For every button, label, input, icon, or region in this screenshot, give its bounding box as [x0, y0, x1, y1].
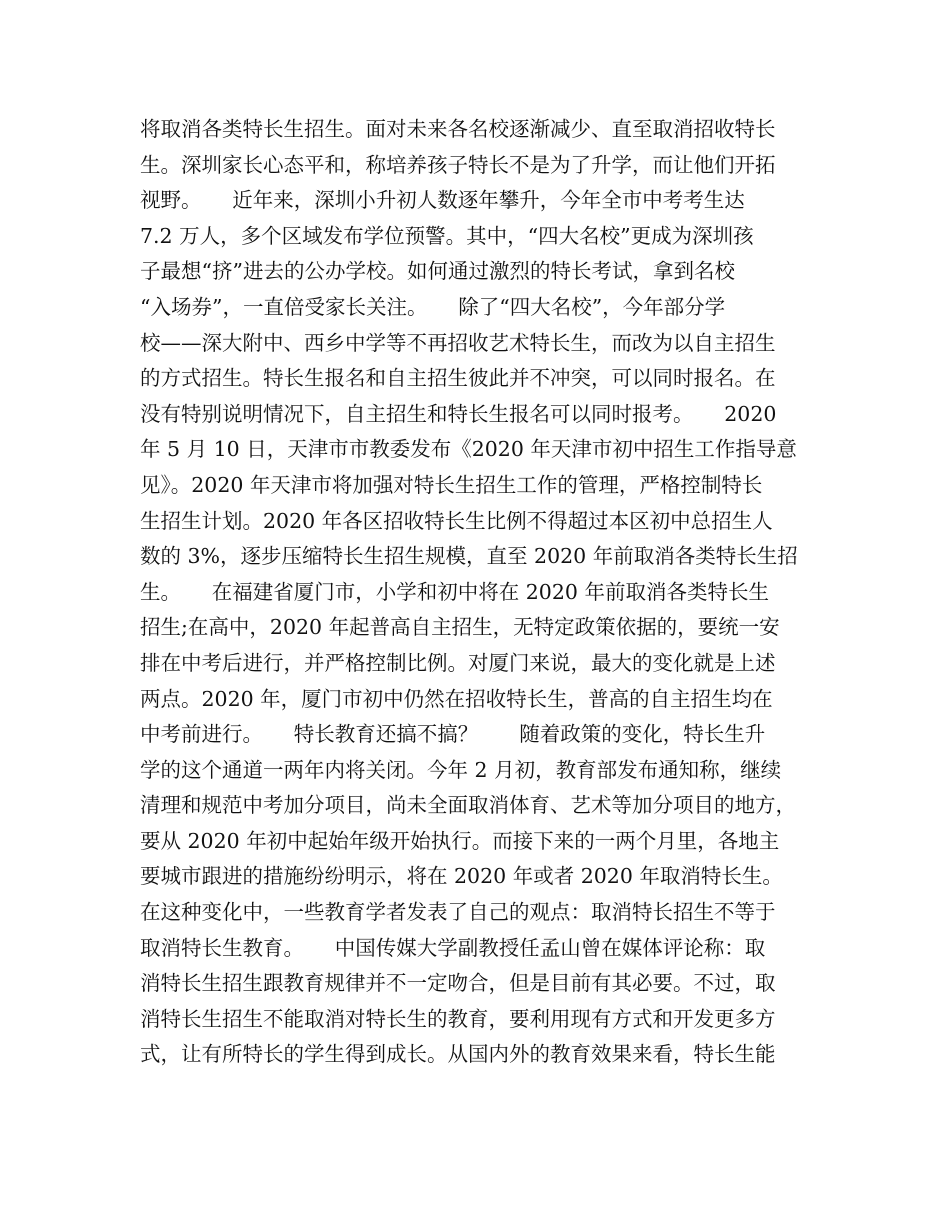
- text-line: 校——深大附中、西乡中学等不再招收艺术特长生，而改为以自主招生: [140, 330, 776, 355]
- text-line: 招生;在高中，2020 年起普高自主招生，无特定政策依据的，要统一安: [140, 615, 780, 640]
- text-line: 年 5 月 10 日，天津市市教委发布《2020 年天津市初中招生工作指导意: [140, 437, 797, 462]
- text-line: 式，让有所特长的学生得到成长。从国内外的教育效果来看，特长生能: [140, 1042, 776, 1067]
- text-line: 数的 3%，逐步压缩特长生招生规模，直至 2020 年前取消各类特长生招: [140, 544, 798, 569]
- text-line: 视野。 近年来，深圳小升初人数逐年攀升，今年全市中考考生达: [140, 188, 745, 213]
- article-body: [140, 112, 820, 1073]
- text-line: 要城市跟进的措施纷纷明示，将在 2020 年或者 2020 年取消特长生。: [140, 864, 783, 889]
- text-line: 生。深圳家长心态平和，称培养孩子特长不是为了升学，而让他们开拓: [140, 152, 776, 177]
- text-line: 子最想“挤”进去的公办学校。如何通过激烈的特长考试，拿到名校: [140, 259, 735, 284]
- text-line: 7.2 万人，多个区域发布学位预警。其中，“四大名校”更成为深圳孩: [140, 223, 754, 248]
- text-line: 生。 在福建省厦门市，小学和初中将在 2020 年前取消各类特长生: [140, 579, 769, 604]
- text-line: 取消特长生教育。 中国传媒大学副教授任孟山曾在媒体评论称：取: [140, 935, 766, 960]
- text-line: 学的这个通道一两年内将关闭。今年 2 月初，教育部发布通知称，继续: [140, 757, 782, 782]
- text-line: 的方式招生。特长生报名和自主招生彼此并不冲突，可以同时报名。在: [140, 366, 776, 391]
- text-line: “入场券”，一直倍受家长关注。 除了“四大名校”，今年部分学: [140, 294, 726, 319]
- text-line: 排在中考后进行，并严格控制比例。对厦门来说，最大的变化就是上述: [140, 650, 776, 675]
- text-line: 没有特别说明情况下，自主招生和特长生报名可以同时报考。 2020: [140, 401, 777, 426]
- text-line: 在这种变化中，一些教育学者发表了自己的观点：取消特长招生不等于: [140, 900, 776, 925]
- text-line: 消特长生招生跟教育规律并不一定吻合，但是目前有其必要。不过，取: [140, 971, 776, 996]
- text-line: 将取消各类特长生招生。面对未来各名校逐渐减少、直至取消招收特长: [140, 117, 776, 141]
- text-line: 消特长生招生不能取消对特长生的教育，要利用现有方式和开发更多方: [140, 1006, 776, 1031]
- text-line: 中考前进行。 特长教育还搞不搞？ 随着政策的变化，特长生升: [140, 722, 766, 747]
- text-line: 两点。2020 年，厦门市初中仍然在招收特长生，普高的自主招生均在: [140, 686, 773, 711]
- text-line: 见》。2020 年天津市将加强对特长生招生工作的管理，严格控制特长: [140, 472, 763, 497]
- text-line: 要从 2020 年初中起始年级开始执行。而接下来的一两个月里，各地主: [140, 828, 780, 853]
- text-line: 清理和规范中考加分项目，尚未全面取消体育、艺术等加分项目的地方，: [140, 793, 796, 818]
- text-line: 生招生计划。2020 年各区招收特长生比例不得超过本区初中总招生人: [140, 508, 773, 533]
